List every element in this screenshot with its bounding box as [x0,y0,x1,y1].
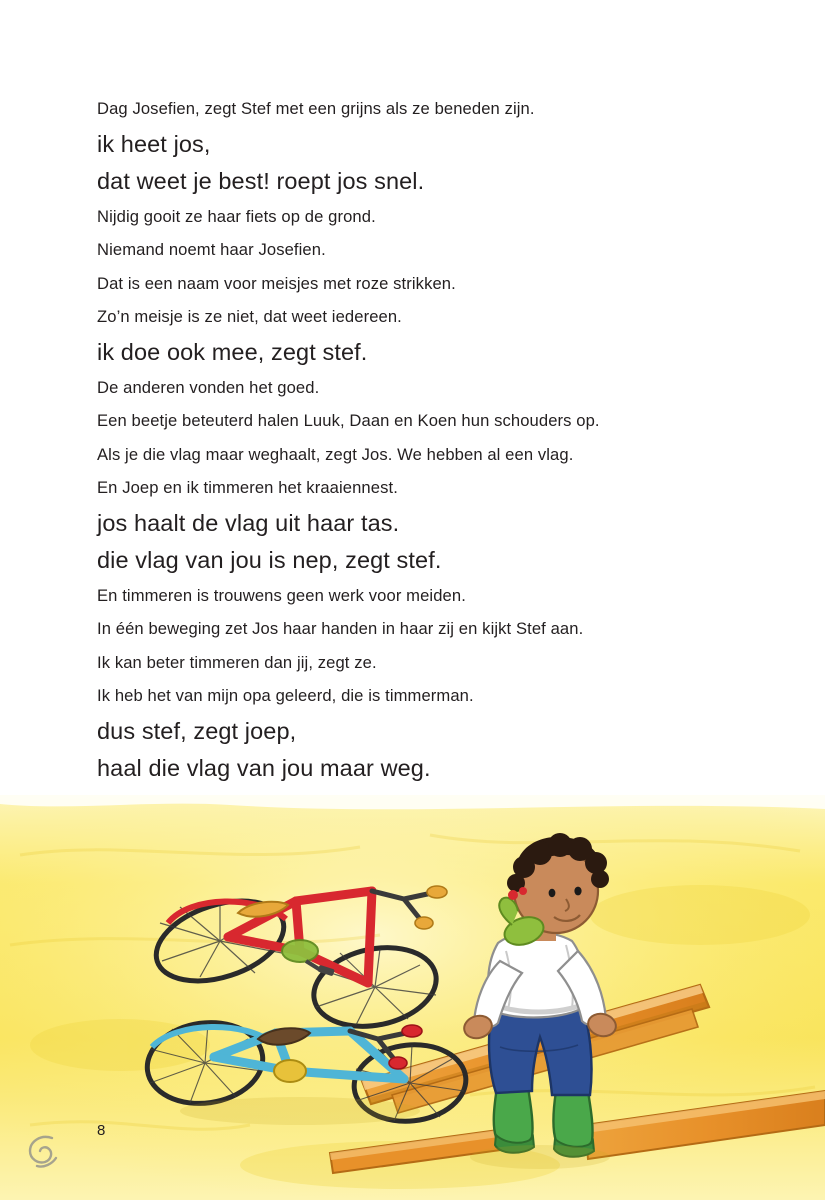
text-line: De anderen vonden het goed. [97,377,320,397]
text-line: Zo’n meisje is ze niet, dat weet iedereen. [97,307,402,326]
text-line: Ik kan beter timmeren dan jij, zegt ze. [97,652,377,672]
text-line: ik doe ook mee, zegt stef. [97,338,368,365]
text-line: In één beweging zet Jos haar handen in haar zij en kijkt Stef aan. [97,619,584,638]
story-text [97,92,737,820]
text-line: Niemand noemt haar Josefien. [97,240,326,259]
text-line: die vlag van jou is nep, zegt stef. [97,546,442,573]
text-line: jos haalt de vlag uit haar tas. [97,509,400,536]
text-line: dat weet je best! roept jos snel. [97,167,425,194]
text-line: Een beetje beteuterd halen Luuk, Daan en Koen hun schouders op. [97,411,600,430]
text-line: Dat is een naam voor meisjes met roze strikken. [97,273,456,293]
text-line: ik heet jos, [97,130,211,157]
illustration-boy-with-planks-and-bicycles [0,795,825,1200]
illustration-svg [0,795,825,1200]
text-line: Nijdig gooit ze haar fiets op de grond. [97,206,376,226]
text-line: Dag Josefien, zegt Stef met een grijns als ze beneden zijn. [97,99,535,118]
text-line: En timmeren is trouwens geen werk voor meiden. [97,585,466,605]
text-line: Als je die vlag maar weghaalt, zegt Jos. We hebben al een vlag. [97,444,574,464]
spiral-logo-icon [22,1128,66,1172]
text-line: Ik heb het van mijn opa geleerd, die is timmerman. [97,686,474,705]
page-number: 8 [97,1122,106,1139]
text-line: En Joep en ik timmeren het kraaiennest. [97,478,398,497]
text-line: haal die vlag van jou maar weg. [97,754,431,781]
text-line: dus stef, zegt joep, [97,717,297,744]
